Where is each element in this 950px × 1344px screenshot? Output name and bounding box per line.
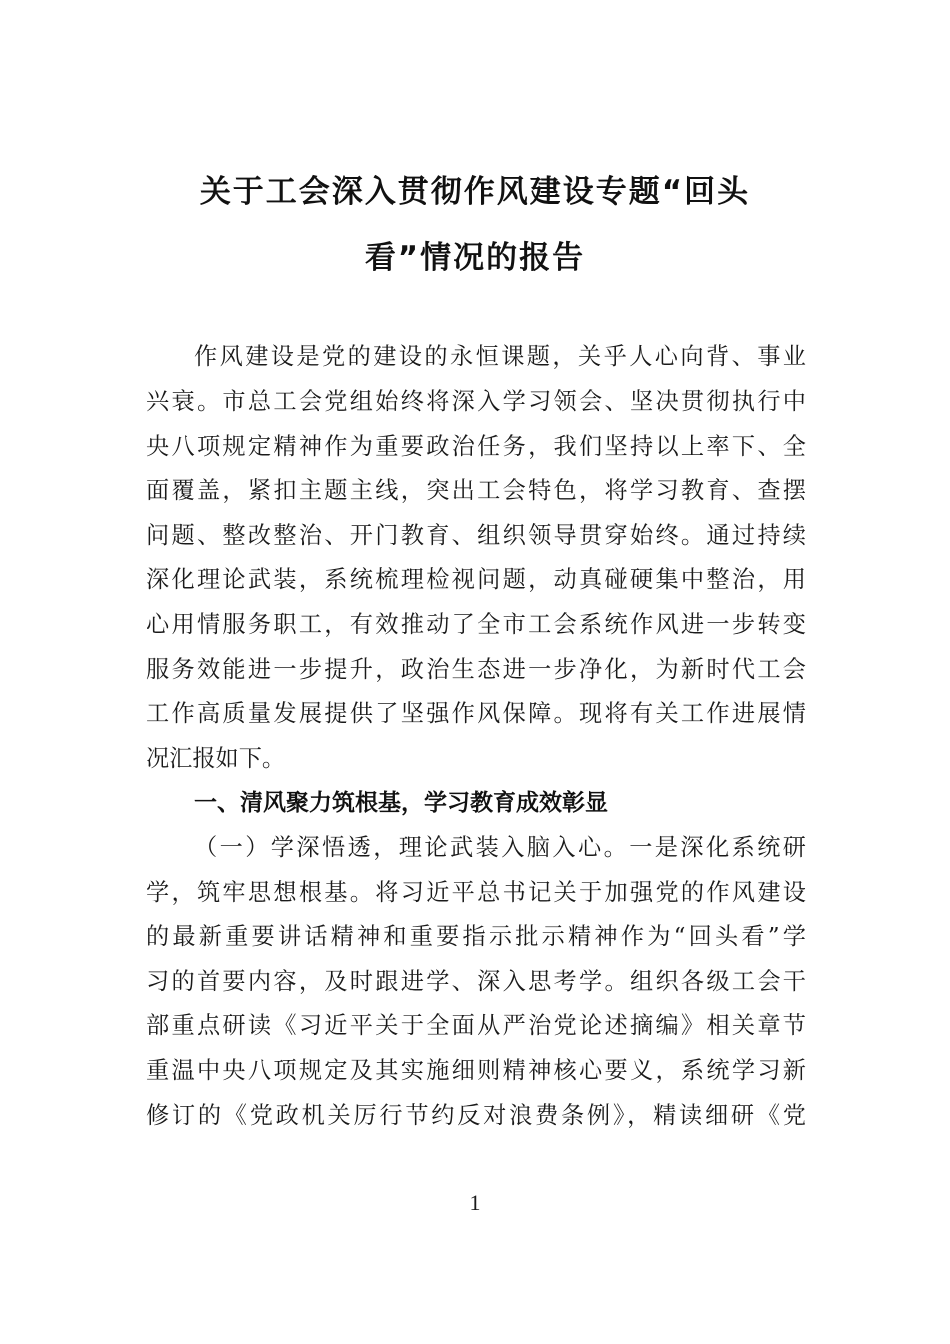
- paragraph-1-line: 服务效能进一步提升，政治生态进一步净化，为新时代工会: [146, 656, 806, 683]
- paragraph-1-line: 工作高质量发展提供了坚强作风保障。现将有关工作进展情: [146, 700, 806, 727]
- paragraph-1-line: 问题、整改整治、开门教育、组织领导贯穿始终。通过持续: [146, 522, 806, 549]
- paragraph-1-line: 央八项规定精神作为重要政治任务，我们坚持以上率下、全: [146, 433, 806, 460]
- paragraph-2-line: 部重点研读《习近平关于全面从严治党论述摘编》相关章节: [146, 1012, 806, 1039]
- document-title-line-1: 关于工会深入贯彻作风建设专题“回头: [199, 174, 751, 210]
- document-title-line-2: 看”情况的报告: [364, 240, 586, 276]
- paragraph-1-line: 心用情服务职工，有效推动了全市工会系统作风进一步转变: [146, 611, 806, 638]
- page-number: 1: [469, 1190, 481, 1215]
- paragraph-1-line: 况汇报如下。: [146, 745, 286, 772]
- paragraph-2-line: 修订的《党政机关厉行节约反对浪费条例》，精读细研《党: [146, 1102, 806, 1129]
- section-heading-1: 一、清风聚力筑根基，学习教育成效彰显: [194, 790, 608, 816]
- paragraph-1-line: 深化理论武装，系统梳理检视问题，动真碰硬集中整治，用: [146, 566, 806, 593]
- paragraph-2-line: 学，筑牢思想根基。将习近平总书记关于加强党的作风建设: [146, 879, 806, 906]
- paragraph-1-line: 面覆盖，紧扣主题主线，突出工会特色，将学习教育、查摆: [146, 477, 806, 504]
- paragraph-2-line: 重温中央八项规定及其实施细则精神核心要义，系统学习新: [146, 1057, 806, 1084]
- paragraph-2-line: 习的首要内容，及时跟进学、深入思考学。组织各级工会干: [146, 968, 806, 995]
- paragraph-1-line: 作风建设是党的建设的永恒课题，关乎人心向背、事业: [194, 343, 806, 370]
- paragraph-1-line: 兴衰。市总工会党组始终将深入学习领会、坚决贯彻执行中: [146, 388, 806, 415]
- paragraph-2-line: （一）学深悟透，理论武装入脑入心。一是深化系统研: [194, 834, 806, 861]
- paragraph-2-line: 的最新重要讲话精神和重要指示批示精神作为“回头看”学: [146, 923, 806, 950]
